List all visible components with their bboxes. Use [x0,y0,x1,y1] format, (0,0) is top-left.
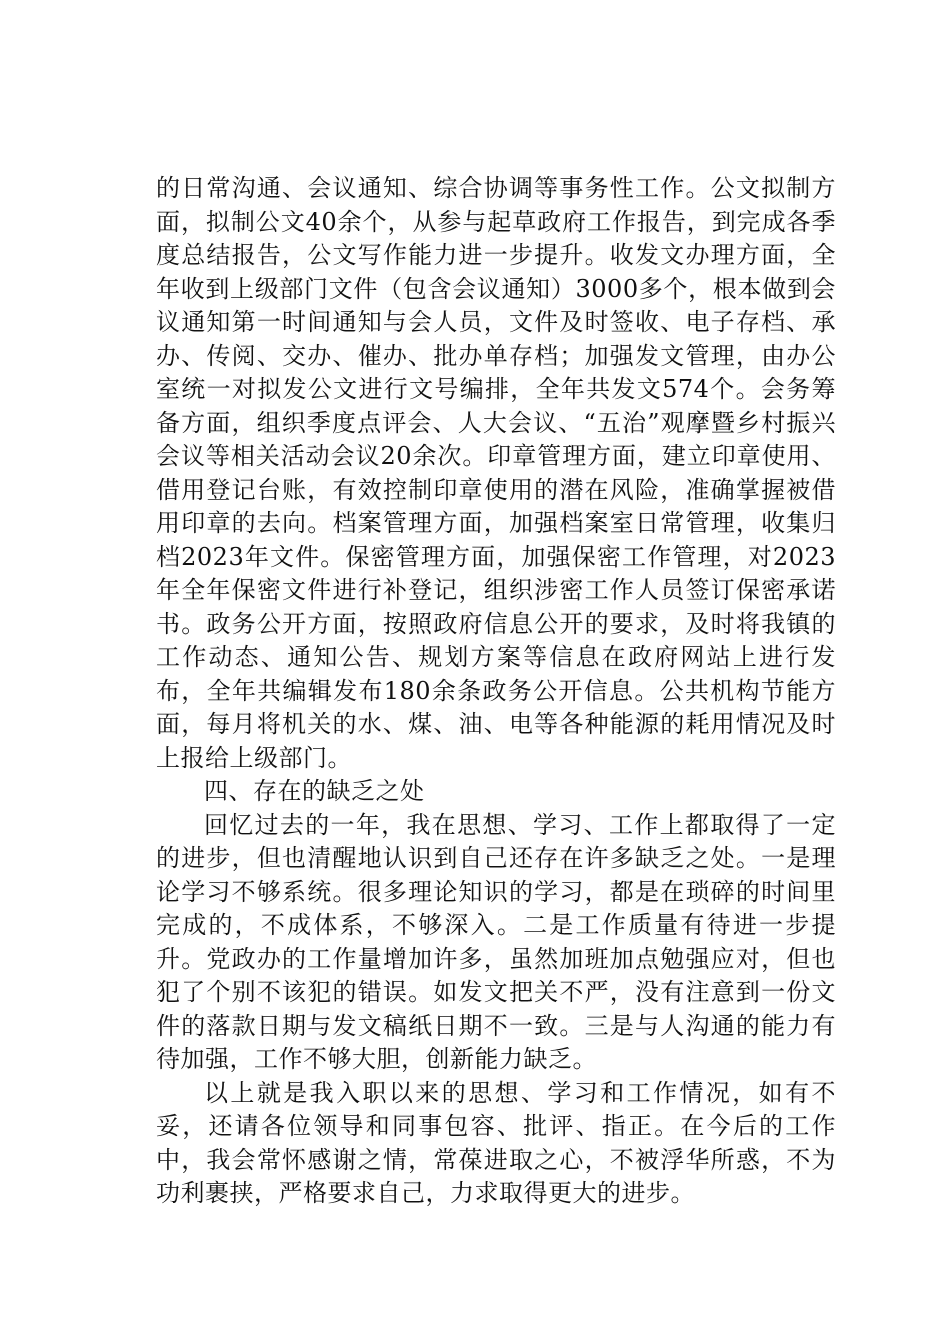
paragraph-shortcomings: 回忆过去的一年，我在思想、学习、工作上都取得了一定的进步，但也清醒地认识到自己还存在许多缺乏之处。一是理论学习不够系统。很多理论知识的学习，都是在琐碎的时间里完成的，不成体系，不够深入。二是工作质量有待进一步提升。党政办的工作量增加许多，虽然加班加点勉强应对，但也犯了个别不该犯的错误。如发文把关不严，没有注意到一份文件的落款日期与发文稿纸日期不一致。三是与人沟通的能力有待加强，工作不够大胆，创新能力缺乏。 [156,810,836,1073]
paragraph-continued-work-summary: 的日常沟通、会议通知、综合协调等事务性工作。公文拟制方面，拟制公文40余个，从参与起草政府工作报告，到完成各季度总结报告，公文写作能力进一步提升。收发文办理方面，全年收到上级部门文件（包含会议通知）3000多个，根本做到会议通知第一时间通知与会人员，文件及时签收、电子存档、承办、传阅、交办、催办、批办单存档；加强发文管理，由办公室统一对拟发公文进行文号编排，全年共发文574个。会务筹备方面，组织季度点评会、人大会议、“五治”观摩暨乡村振兴会议等相关活动会议20余次。印章管理方面，建立印章使用、借用登记台账，有效控制印章使用的潜在风险，准确掌握被借用印章的去向。档案管理方面，加强档案室日常管理，收集归档2023年文件。保密管理方面，加强保密工作管理，对2023年全年保密文件进行补登记，组织涉密工作人员签订保密承诺书。政务公开方面，按照政府信息公开的要求，及时将我镇的工作动态、通知公告、规划方案等信息在政府网站上进行发布，全年共编辑发布180余条政务公开信息。公共机构节能方面，每月将机关的水、煤、油、电等各种能源的耗用情况及时上报给上级部门。 [156,174,836,772]
paragraph-conclusion: 以上就是我入职以来的思想、学习和工作情况，如有不妥，还请各位领导和同事包容、批评、指正。在今后的工作中，我会常怀感谢之情，常葆进取之心，不被浮华所惑，不为功利裹挟，严格要求自己，力求取得更大的进步。 [156,1078,836,1207]
section-heading-shortcomings: 四、存在的缺乏之处 [204,777,425,805]
document-body [156,172,836,1211]
